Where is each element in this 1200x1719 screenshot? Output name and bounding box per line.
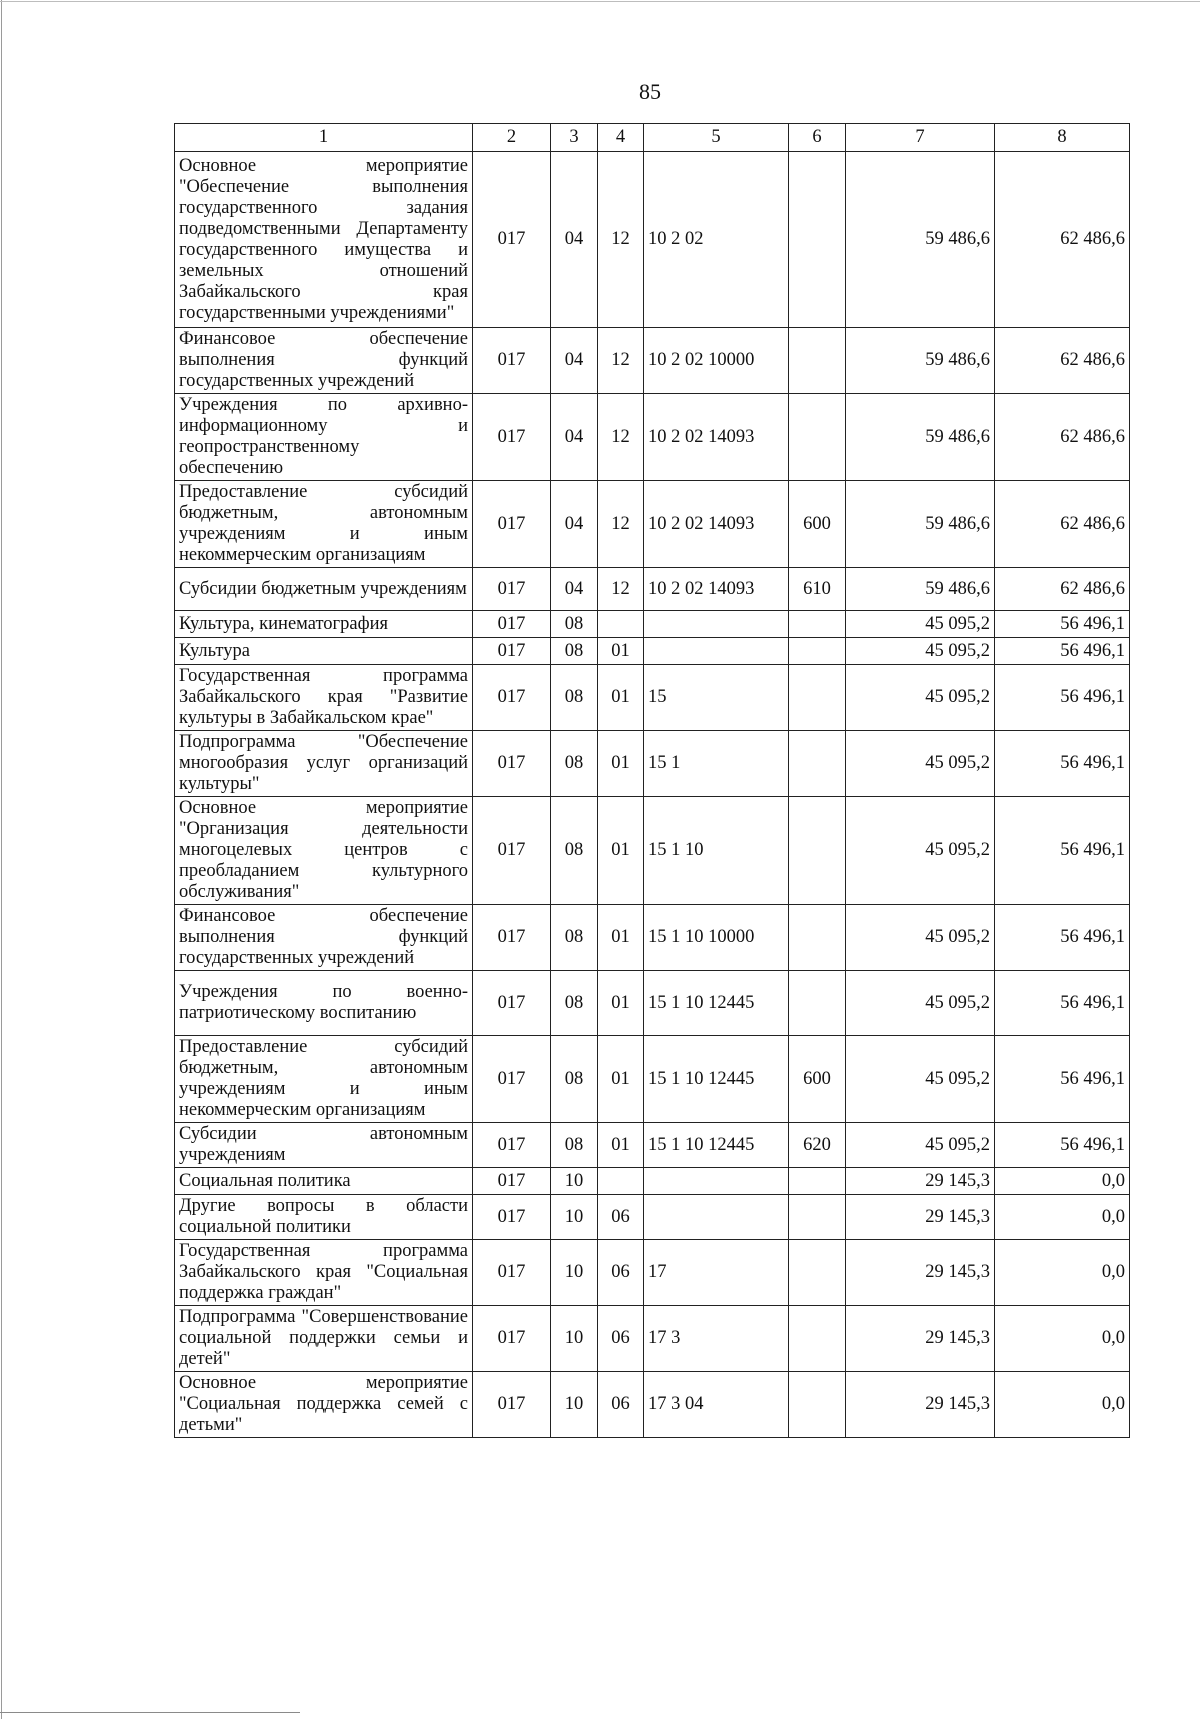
cell-section-code: 08 — [551, 797, 598, 905]
cell-target-article — [644, 1195, 789, 1240]
cell-target-article: 17 3 04 — [644, 1372, 789, 1438]
cell-item-name: Государственная программа Забайкальского края "Социальная поддержка граждан" — [175, 1240, 473, 1306]
cell-section-code: 10 — [551, 1168, 598, 1195]
cell-expense-type: 600 — [789, 1036, 846, 1123]
cell-target-article: 10 2 02 10000 — [644, 328, 789, 394]
cell-amount-year2: 56 496,1 — [995, 665, 1130, 731]
cell-amount-year2: 56 496,1 — [995, 731, 1130, 797]
header-cell-4: 4 — [598, 124, 644, 152]
cell-subsection-code: 01 — [598, 797, 644, 905]
cell-target-article: 10 2 02 14093 — [644, 481, 789, 568]
cell-subsection-code: 06 — [598, 1240, 644, 1306]
cell-ministry-code: 017 — [473, 1123, 551, 1168]
cell-item-name: Культура, кинематография — [175, 611, 473, 638]
cell-ministry-code: 017 — [473, 1372, 551, 1438]
table-row — [175, 568, 1130, 611]
cell-subsection-code: 06 — [598, 1195, 644, 1240]
cell-amount-year1: 59 486,6 — [846, 328, 995, 394]
cell-expense-type — [789, 394, 846, 481]
cell-item-name: Подпрограмма "Совершенствование социальной поддержки семьи и детей" — [175, 1306, 473, 1372]
cell-ministry-code: 017 — [473, 152, 551, 328]
table-body — [175, 124, 1130, 1438]
cell-amount-year1: 45 095,2 — [846, 611, 995, 638]
scan-edge-bottom — [0, 1712, 300, 1713]
cell-item-name: Финансовое обеспечение выполнения функций государственных учреждений — [175, 328, 473, 394]
cell-section-code: 08 — [551, 971, 598, 1036]
cell-section-code: 08 — [551, 905, 598, 971]
cell-expense-type: 620 — [789, 1123, 846, 1168]
cell-amount-year1: 45 095,2 — [846, 971, 995, 1036]
cell-target-article — [644, 638, 789, 665]
cell-amount-year2: 0,0 — [995, 1168, 1130, 1195]
cell-subsection-code: 01 — [598, 971, 644, 1036]
cell-item-name: Культура — [175, 638, 473, 665]
cell-section-code: 08 — [551, 665, 598, 731]
cell-subsection-code: 12 — [598, 152, 644, 328]
cell-amount-year2: 56 496,1 — [995, 638, 1130, 665]
cell-amount-year2: 62 486,6 — [995, 328, 1130, 394]
cell-subsection-code: 01 — [598, 1123, 644, 1168]
cell-amount-year1: 45 095,2 — [846, 905, 995, 971]
cell-ministry-code: 017 — [473, 1036, 551, 1123]
cell-section-code: 04 — [551, 328, 598, 394]
table-row — [175, 1372, 1130, 1438]
cell-item-name: Учреждения по архивно-информационному и геопространственному обеспечению — [175, 394, 473, 481]
cell-subsection-code: 01 — [598, 638, 644, 665]
cell-expense-type — [789, 1240, 846, 1306]
cell-subsection-code — [598, 1168, 644, 1195]
table-row — [175, 1195, 1130, 1240]
cell-subsection-code: 06 — [598, 1306, 644, 1372]
scan-edge-left — [1, 0, 2, 1719]
cell-section-code: 04 — [551, 394, 598, 481]
cell-section-code: 10 — [551, 1306, 598, 1372]
table-row — [175, 665, 1130, 731]
table-row — [175, 1123, 1130, 1168]
cell-amount-year2: 0,0 — [995, 1240, 1130, 1306]
cell-subsection-code: 01 — [598, 1036, 644, 1123]
cell-target-article: 15 1 10 10000 — [644, 905, 789, 971]
cell-amount-year1: 29 145,3 — [846, 1240, 995, 1306]
cell-amount-year2: 62 486,6 — [995, 394, 1130, 481]
cell-subsection-code: 01 — [598, 905, 644, 971]
cell-target-article: 15 1 10 12445 — [644, 1123, 789, 1168]
cell-amount-year2: 56 496,1 — [995, 905, 1130, 971]
table-header-row — [175, 124, 1130, 152]
cell-amount-year2: 56 496,1 — [995, 971, 1130, 1036]
table-row — [175, 1240, 1130, 1306]
header-cell-5: 5 — [644, 124, 789, 152]
cell-target-article: 15 — [644, 665, 789, 731]
cell-expense-type — [789, 1372, 846, 1438]
cell-amount-year1: 45 095,2 — [846, 1123, 995, 1168]
cell-amount-year2: 56 496,1 — [995, 1036, 1130, 1123]
cell-amount-year2: 62 486,6 — [995, 568, 1130, 611]
cell-expense-type — [789, 971, 846, 1036]
cell-section-code: 04 — [551, 481, 598, 568]
cell-expense-type — [789, 1195, 846, 1240]
cell-ministry-code: 017 — [473, 905, 551, 971]
cell-ministry-code: 017 — [473, 638, 551, 665]
cell-target-article: 15 1 — [644, 731, 789, 797]
table-row — [175, 328, 1130, 394]
cell-expense-type — [789, 638, 846, 665]
cell-item-name: Субсидии автономным учреждениям — [175, 1123, 473, 1168]
cell-amount-year1: 29 145,3 — [846, 1168, 995, 1195]
table-row — [175, 905, 1130, 971]
cell-expense-type — [789, 731, 846, 797]
cell-subsection-code: 12 — [598, 481, 644, 568]
cell-subsection-code: 12 — [598, 328, 644, 394]
cell-expense-type: 600 — [789, 481, 846, 568]
cell-subsection-code: 01 — [598, 731, 644, 797]
cell-section-code: 08 — [551, 731, 598, 797]
cell-expense-type: 610 — [789, 568, 846, 611]
cell-amount-year1: 59 486,6 — [846, 568, 995, 611]
cell-target-article: 15 1 10 12445 — [644, 971, 789, 1036]
cell-ministry-code: 017 — [473, 1306, 551, 1372]
cell-item-name: Социальная политика — [175, 1168, 473, 1195]
cell-section-code: 04 — [551, 152, 598, 328]
cell-amount-year1: 45 095,2 — [846, 1036, 995, 1123]
table-row — [175, 731, 1130, 797]
cell-ministry-code: 017 — [473, 611, 551, 638]
cell-amount-year1: 29 145,3 — [846, 1195, 995, 1240]
cell-amount-year1: 59 486,6 — [846, 481, 995, 568]
cell-item-name: Субсидии бюджетным учреждениям — [175, 568, 473, 611]
page-number: 85 — [639, 79, 661, 104]
cell-amount-year1: 59 486,6 — [846, 152, 995, 328]
table-row — [175, 638, 1130, 665]
budget-table — [174, 123, 1130, 1438]
cell-expense-type — [789, 152, 846, 328]
cell-section-code: 10 — [551, 1240, 598, 1306]
cell-amount-year2: 56 496,1 — [995, 1123, 1130, 1168]
table-row — [175, 611, 1130, 638]
cell-ministry-code: 017 — [473, 1168, 551, 1195]
cell-ministry-code: 017 — [473, 394, 551, 481]
cell-section-code: 10 — [551, 1195, 598, 1240]
cell-subsection-code: 12 — [598, 568, 644, 611]
cell-amount-year2: 56 496,1 — [995, 797, 1130, 905]
cell-item-name: Основное мероприятие "Организация деятельности многоцелевых центров с преобладанием культурного обслуживания" — [175, 797, 473, 905]
cell-target-article — [644, 611, 789, 638]
cell-item-name: Основное мероприятие "Социальная поддержка семей с детьми" — [175, 1372, 473, 1438]
cell-expense-type — [789, 905, 846, 971]
cell-amount-year2: 0,0 — [995, 1195, 1130, 1240]
cell-item-name: Предоставление субсидий бюджетным, автономным учреждениям и иным некоммерческим организациям — [175, 481, 473, 568]
cell-target-article: 17 — [644, 1240, 789, 1306]
cell-expense-type — [789, 665, 846, 731]
cell-amount-year1: 29 145,3 — [846, 1372, 995, 1438]
scan-edge-top — [0, 1, 1200, 2]
cell-amount-year1: 59 486,6 — [846, 394, 995, 481]
cell-section-code: 04 — [551, 568, 598, 611]
cell-ministry-code: 017 — [473, 971, 551, 1036]
cell-target-article: 10 2 02 14093 — [644, 394, 789, 481]
cell-amount-year2: 0,0 — [995, 1306, 1130, 1372]
header-cell-1: 1 — [175, 124, 473, 152]
cell-target-article: 15 1 10 — [644, 797, 789, 905]
cell-ministry-code: 017 — [473, 481, 551, 568]
cell-item-name: Предоставление субсидий бюджетным, автономным учреждениям и иным некоммерческим организациям — [175, 1036, 473, 1123]
cell-amount-year2: 62 486,6 — [995, 152, 1130, 328]
table-row — [175, 481, 1130, 568]
cell-target-article: 10 2 02 — [644, 152, 789, 328]
cell-item-name: Основное мероприятие "Обеспечение выполнения государственного задания подведомственными Департаменту государственного имущества и земельных отношений Забайкальского края государственными учреждениями" — [175, 152, 473, 328]
cell-target-article: 15 1 10 12445 — [644, 1036, 789, 1123]
cell-section-code: 08 — [551, 1036, 598, 1123]
cell-section-code: 08 — [551, 638, 598, 665]
cell-ministry-code: 017 — [473, 568, 551, 611]
table-row — [175, 1168, 1130, 1195]
cell-subsection-code: 06 — [598, 1372, 644, 1438]
cell-amount-year1: 45 095,2 — [846, 638, 995, 665]
cell-section-code: 08 — [551, 611, 598, 638]
cell-target-article: 17 3 — [644, 1306, 789, 1372]
table-row — [175, 152, 1130, 328]
cell-amount-year2: 62 486,6 — [995, 481, 1130, 568]
cell-target-article — [644, 1168, 789, 1195]
table-row — [175, 971, 1130, 1036]
cell-expense-type — [789, 1306, 846, 1372]
cell-item-name: Государственная программа Забайкальского края "Развитие культуры в Забайкальском крае" — [175, 665, 473, 731]
cell-ministry-code: 017 — [473, 1195, 551, 1240]
cell-amount-year2: 56 496,1 — [995, 611, 1130, 638]
cell-subsection-code: 12 — [598, 394, 644, 481]
cell-amount-year1: 29 145,3 — [846, 1306, 995, 1372]
header-cell-7: 7 — [846, 124, 995, 152]
cell-subsection-code — [598, 611, 644, 638]
cell-amount-year1: 45 095,2 — [846, 665, 995, 731]
cell-item-name: Учреждения по военно-патриотическому воспитанию — [175, 971, 473, 1036]
cell-item-name: Финансовое обеспечение выполнения функций государственных учреждений — [175, 905, 473, 971]
cell-subsection-code: 01 — [598, 665, 644, 731]
cell-section-code: 10 — [551, 1372, 598, 1438]
cell-ministry-code: 017 — [473, 797, 551, 905]
cell-expense-type — [789, 797, 846, 905]
table-row — [175, 1306, 1130, 1372]
header-cell-6: 6 — [789, 124, 846, 152]
cell-ministry-code: 017 — [473, 731, 551, 797]
header-cell-2: 2 — [473, 124, 551, 152]
cell-amount-year1: 45 095,2 — [846, 797, 995, 905]
header-cell-8: 8 — [995, 124, 1130, 152]
cell-item-name: Подпрограмма "Обеспечение многообразия услуг организаций культуры" — [175, 731, 473, 797]
cell-expense-type — [789, 328, 846, 394]
table-row — [175, 394, 1130, 481]
cell-expense-type — [789, 1168, 846, 1195]
cell-ministry-code: 017 — [473, 665, 551, 731]
cell-section-code: 08 — [551, 1123, 598, 1168]
cell-item-name: Другие вопросы в области социальной политики — [175, 1195, 473, 1240]
cell-ministry-code: 017 — [473, 328, 551, 394]
cell-expense-type — [789, 611, 846, 638]
cell-target-article: 10 2 02 14093 — [644, 568, 789, 611]
table-row — [175, 1036, 1130, 1123]
table-row — [175, 797, 1130, 905]
cell-amount-year2: 0,0 — [995, 1372, 1130, 1438]
cell-ministry-code: 017 — [473, 1240, 551, 1306]
cell-amount-year1: 45 095,2 — [846, 731, 995, 797]
header-cell-3: 3 — [551, 124, 598, 152]
